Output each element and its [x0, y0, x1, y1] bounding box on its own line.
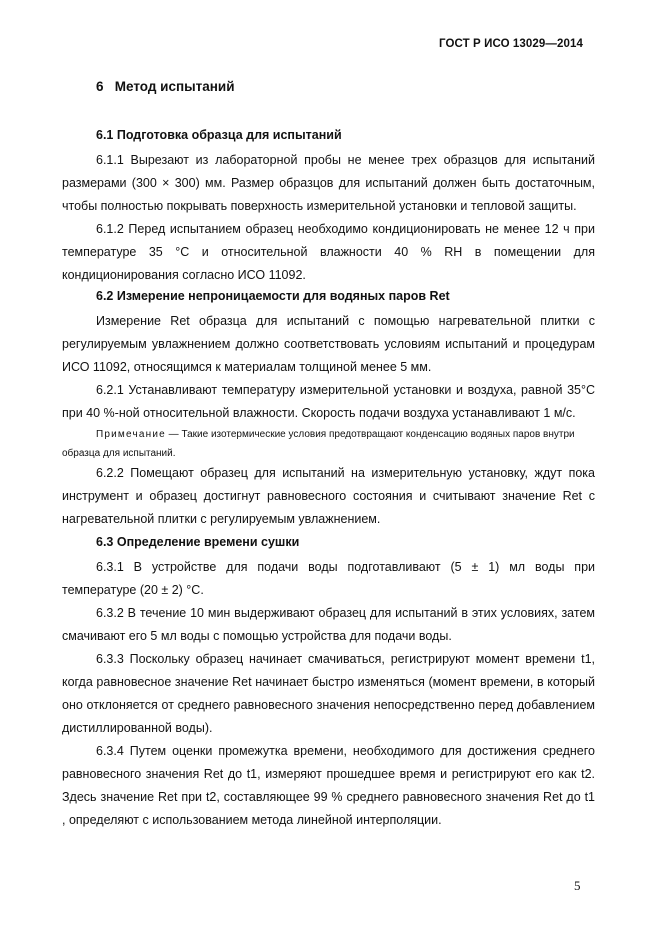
paragraph-6-1-2: 6.1.2 Перед испытанием образец необходимо кондиционировать не менее 12 ч при температуре 35 °С и относительной влажности 40 % RH в помещении для кондиционирования согласно ИСО 11092.	[62, 222, 595, 282]
paragraph-6-2-2: 6.2.2 Помещают образец для испытаний на измерительную установку, ждут пока инструмент и образец достигнут равновесного состояния и считывают значение Ret с нагревательной плитки с регулируемым увлажнением.	[62, 466, 595, 526]
paragraph-6-1-1: 6.1.1 Вырезают из лабораторной пробы не менее трех образцов для испытаний размерами (300 × 300) мм. Размер образцов для испытаний должен быть достаточным, чтобы полностью покрывать поверхность измерительной установки и тепловой защиты.	[62, 153, 595, 213]
paragraph-6-3-4: 6.3.4 Путем оценки промежутка времени, необходимого для достижения среднего равновесного значения Ret до t1, измеряют прошедшее время и регистрируют его как t2. Здесь значение Ret при t2, составляющее 99 % среднего равновесного значения Ret до t1 , определяют с использованием метода линейной интерполяции.	[62, 744, 595, 827]
note-text: — Такие изотермические условия предотвращают конденсацию водяных паров внутри образца для испытаний.	[62, 429, 575, 459]
paragraph-6-3-3: 6.3.3 Поскольку образец начинает смачиваться, регистрируют момент времени t1, когда равновесное значение Ret начинает быстро изменяться (момент времени, в который оно отклоняется от среднего равновесного значения непосредственно перед добавлением дистиллированной воды).	[62, 652, 595, 735]
paragraph-6-3-2: 6.3.2 В течение 10 мин выдерживают образец для испытаний в этих условиях, затем смачивают его 5 мл воды с помощью устройства для подачи воды.	[62, 606, 595, 643]
page-number: 5	[574, 878, 581, 893]
document-header: ГОСТ Р ИСО 13029—2014	[438, 38, 583, 50]
section-6-2-heading: 6.2 Измерение непроницаемости для водяных паров Ret	[96, 289, 450, 303]
paragraph-6-2-intro: Измерение Ret образца для испытаний с помощью нагревательной плитки с регулируемым увлажнением должно соответствовать условиям испытаний и процедурам ИСО 11092, относящимся к материалам толщиной менее 5 мм.	[62, 314, 595, 374]
note-6-2	[62, 425, 595, 463]
section-6-3-heading: 6.3 Определение времени сушки	[96, 535, 300, 549]
note-label: Примечание	[96, 429, 166, 440]
paragraph-6-2-1: 6.2.1 Устанавливают температуру измерительной установки и воздуха, равной 35°С при 40 %-ной относительной влажности. Скорость подачи воздуха устанавливают 1 м/с.	[62, 383, 595, 420]
paragraph-6-3-1: 6.3.1 В устройстве для подачи воды подготавливают (5 ± 1) мл воды при температуре (20 ± 2) °С.	[62, 560, 595, 597]
section-6-heading: 6 Метод испытаний	[96, 79, 235, 94]
section-6-1-heading: 6.1 Подготовка образца для испытаний	[96, 128, 342, 142]
